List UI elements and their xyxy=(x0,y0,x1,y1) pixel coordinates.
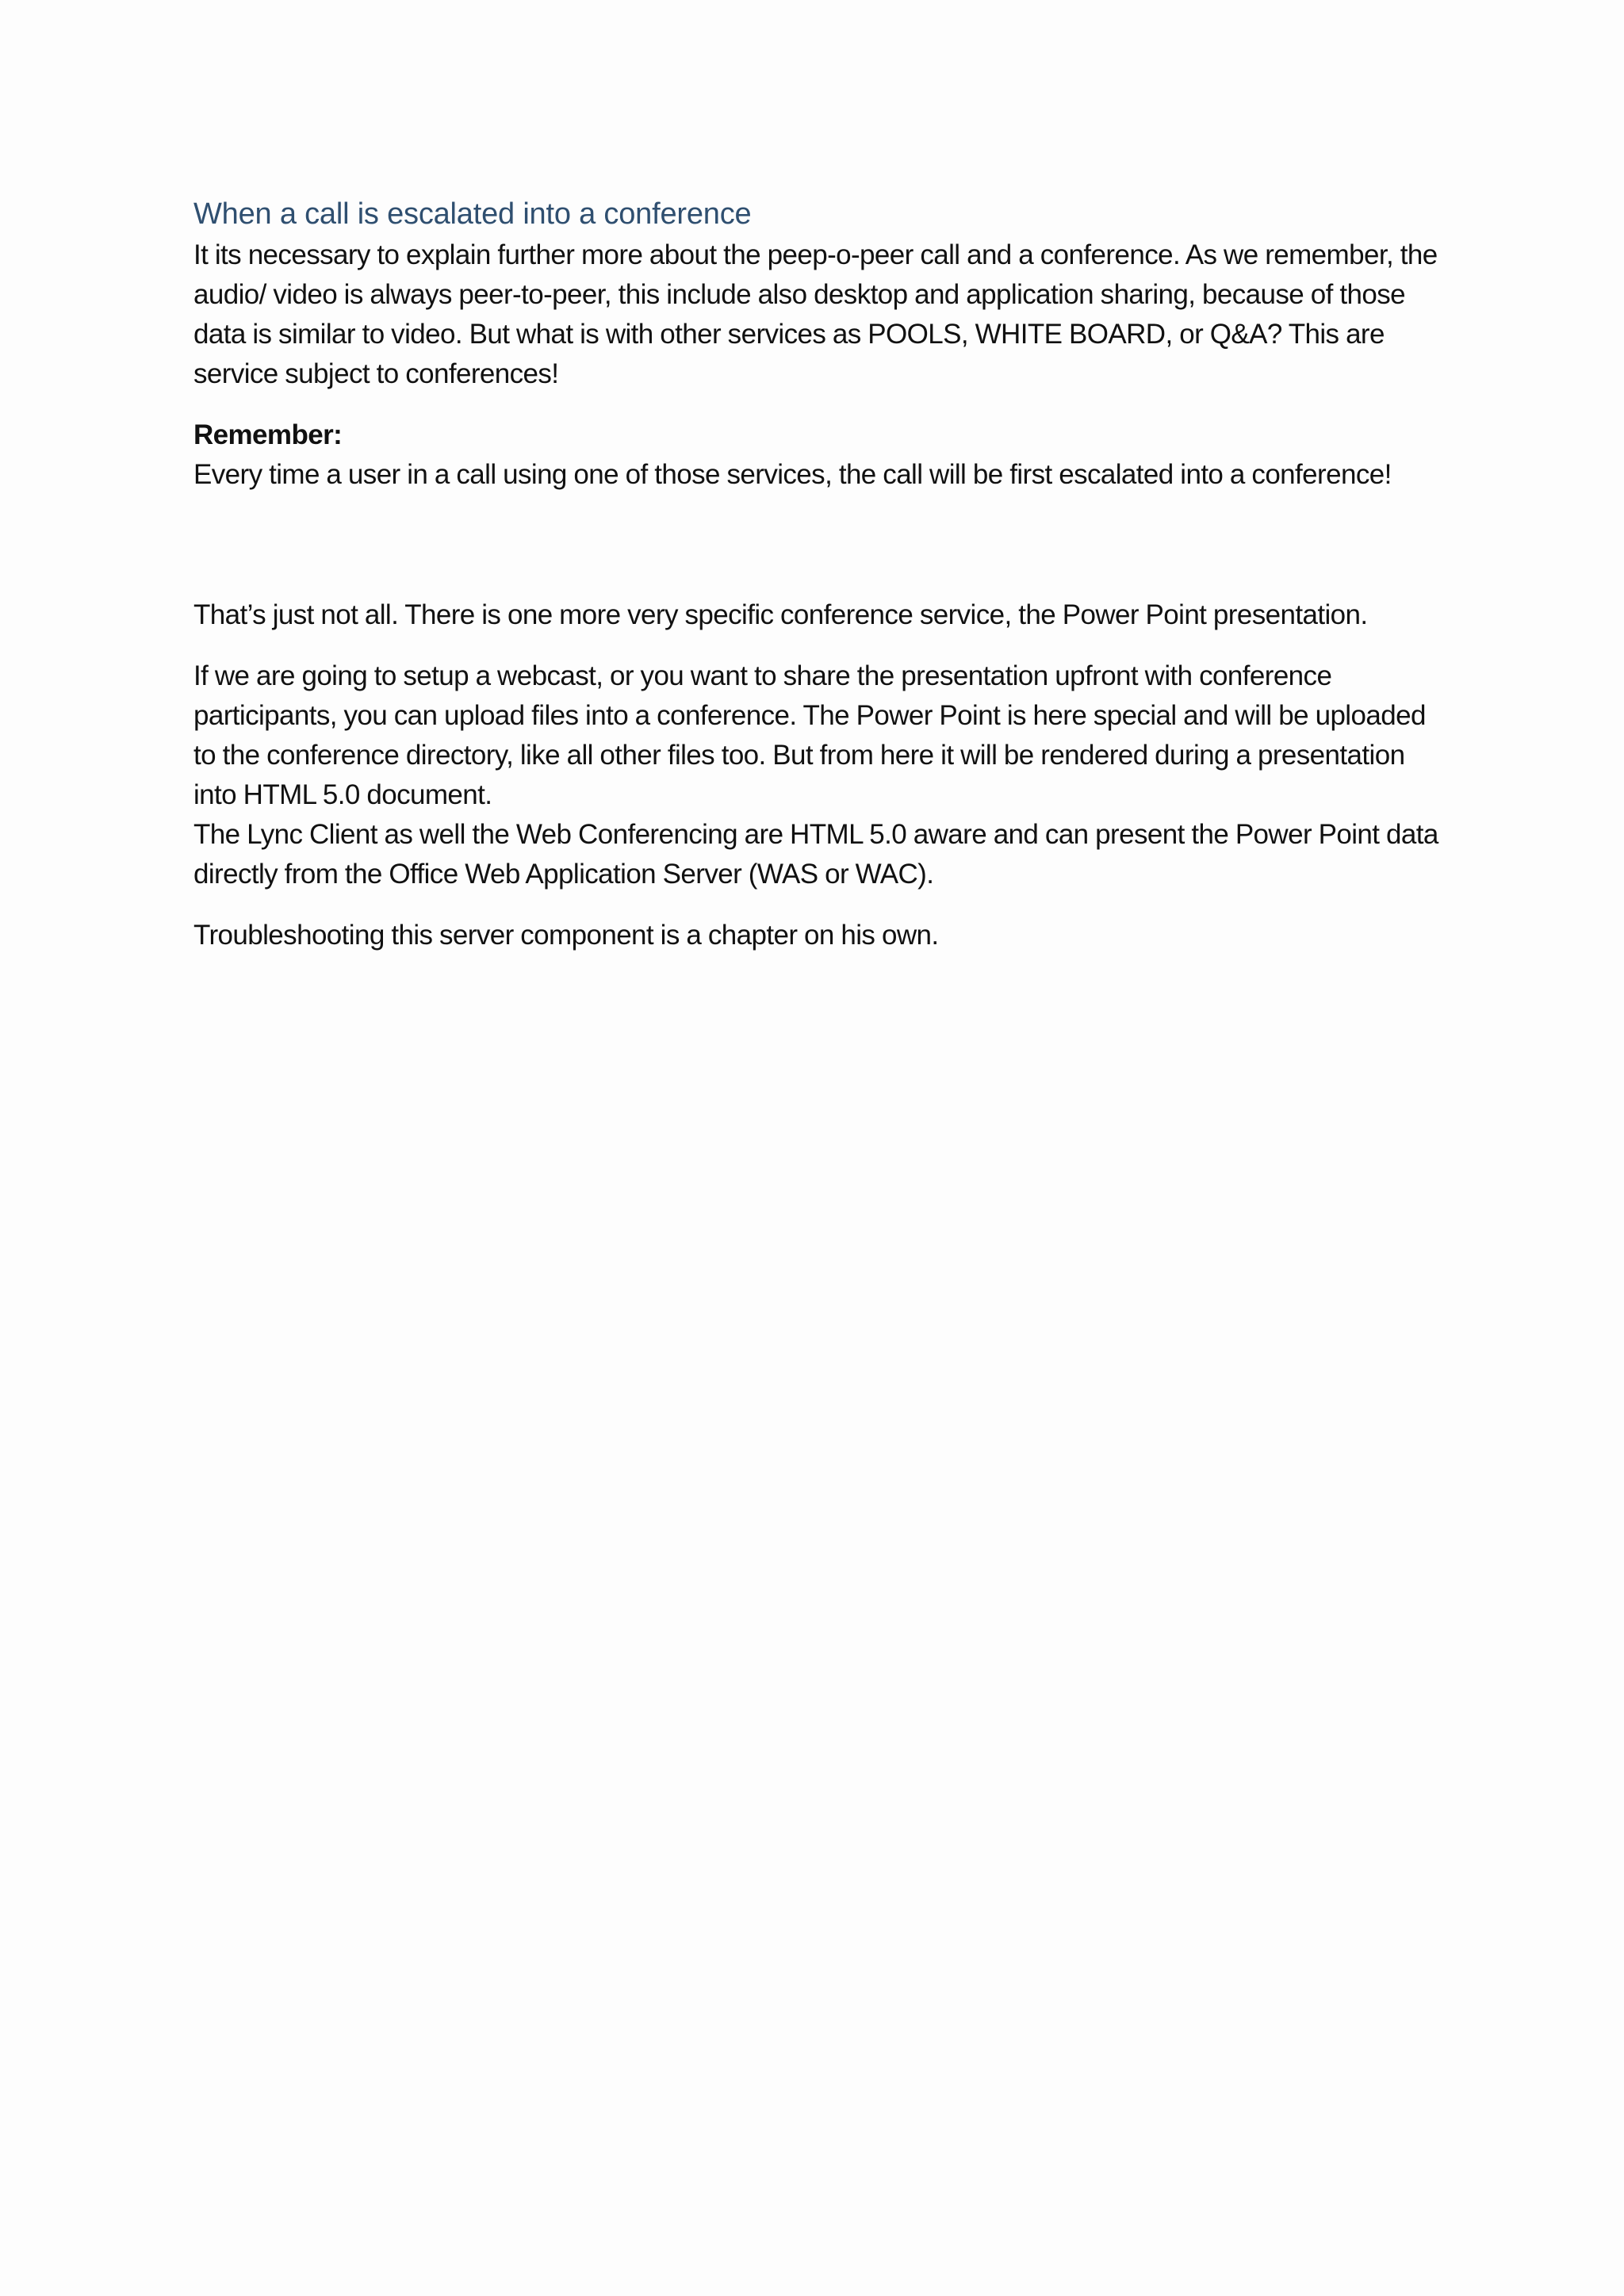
blank-line xyxy=(193,516,1446,595)
page-content xyxy=(193,193,1446,977)
paragraph-webcast: If we are going to setup a webcast, or you want to share the presentation upfront with conference participants, you can upload files into a conference. The Power Point is here special and will be uploaded to the conference directory, like all other files too. But from here it will be rendered during a presentation into HTML 5.0 document. xyxy=(193,660,1426,810)
remember-block xyxy=(193,415,1446,495)
section-heading: When a call is escalated into a conference xyxy=(193,197,752,231)
paragraph-not-all: That’s just not all. There is one more very specific conference service, the Power Point presentation. xyxy=(193,599,1368,630)
paragraph-troubleshooting: Troubleshooting this server component is a chapter on his own. xyxy=(193,920,939,951)
remember-text: Every time a user in a call using one of those services, the call will be first escalated into a conference! xyxy=(193,459,1392,490)
intro-paragraph: It its necessary to explain further more about the peep-o-peer call and a conference. As we remember, the audio/ video is always peer-to-peer, this include also desktop and application sharing, because of those data is similar to video. But what is with other services as POOLS, WHITE BOARD, or Q&A? This are service subject to conferences! xyxy=(193,239,1438,389)
remember-label: Remember: xyxy=(193,419,343,450)
paragraph-lync: The Lync Client as well the Web Conferencing are HTML 5.0 aware and can present the Power Point data directly from the Office Web Application Server (WAS or WAC). xyxy=(193,819,1438,890)
